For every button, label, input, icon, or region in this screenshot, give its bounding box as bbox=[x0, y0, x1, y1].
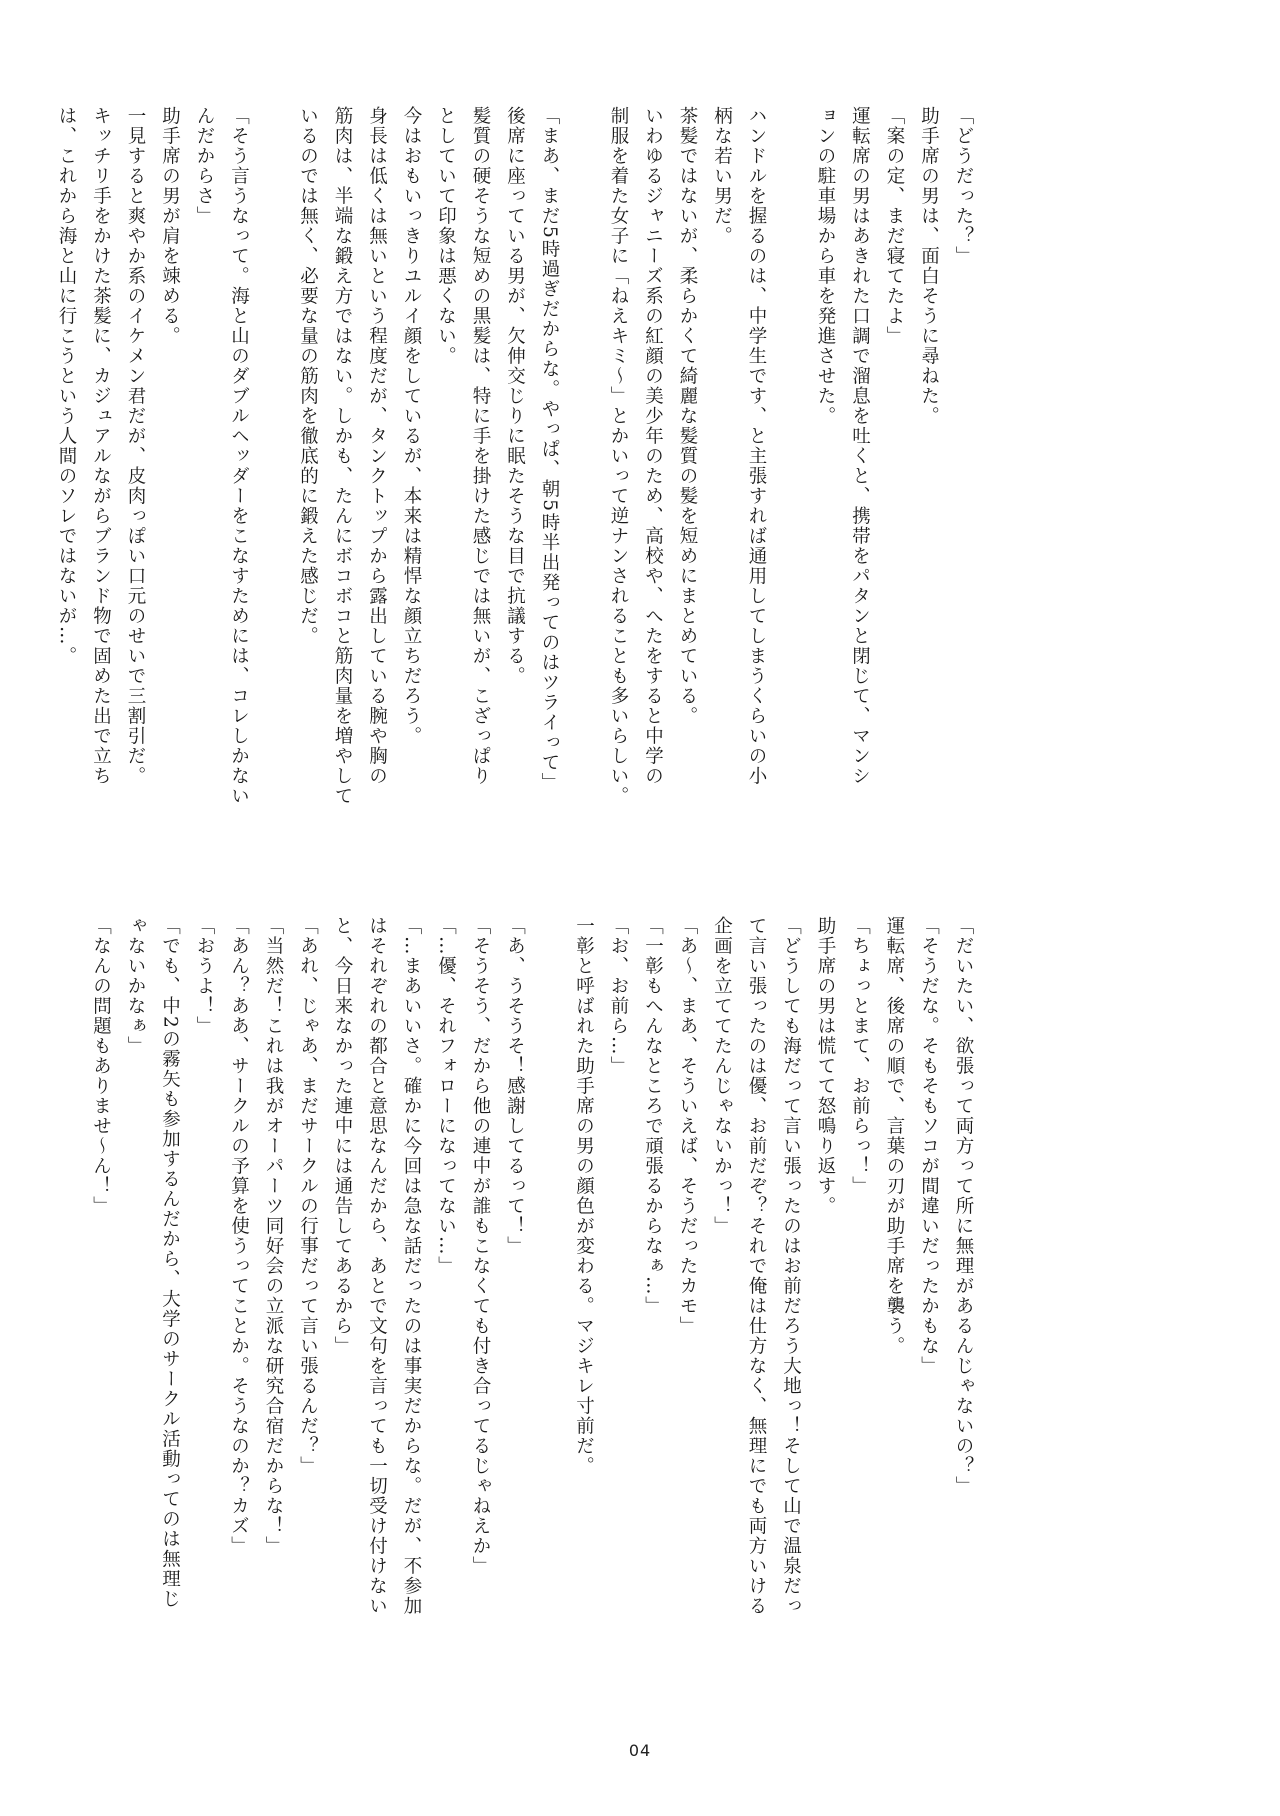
text-line: ハンドルを握るのは、中学生です、と主張すれば通用してしまうくらいの小 bbox=[746, 106, 767, 786]
text-line: 「だいたい、欲張って両方って所に無理があるんじゃないの？」 bbox=[953, 916, 974, 1496]
text-line: 助手席の男は慌てて怒鳴り返す。 bbox=[815, 916, 836, 1216]
text-line: 一見すると爽やか系のイケメン君だが、皮肉っぽい口元のせいで三割引だ。 bbox=[125, 106, 146, 786]
text-line: 「そう言うなって。海と山のダブルヘッダーをこなすためには、コレしかない bbox=[228, 106, 250, 806]
text-line: 「お、お前ら…」 bbox=[608, 916, 629, 1076]
text-line: はそれぞれの都合と意思なんだから、あとで文句を言っても一切受け付けない bbox=[366, 916, 388, 1616]
text-line: 後席に座っている男が、欠伸交じりに眠たそうな目で抗議する。 bbox=[504, 106, 526, 686]
text-line: 筋肉は、半端な鍛え方ではない。しかも、たんにボコボコと筋肉量を増やして bbox=[332, 106, 353, 806]
text-line: 髪質の硬そうな短めの黒髪は、特に手を掛けた感じでは無いが、こざっぱり bbox=[470, 106, 491, 786]
text-line: 「あ～、まあ、そういえば、そうだったカモ」 bbox=[677, 916, 698, 1336]
text-line: 「あん？ああ、サークルの予算を使うってことか。そうなのか？カズ」 bbox=[228, 916, 250, 1556]
text-line bbox=[532, 916, 567, 1686]
text-line: いるのでは無く、必要な量の筋肉を徹底的に鍛えた感じだ。 bbox=[297, 106, 319, 646]
text-line: 「一彰もへんなところで頑張るからなぁ…」 bbox=[642, 916, 664, 1316]
text-line: 「でも、中2の霧矢も参加するんだから、大学のサークル活動ってのは無理じ bbox=[159, 916, 181, 1610]
text-line: キッチリ手をかけた茶髪に、カジュアルながらブランド物で固めた出で立ち bbox=[90, 106, 112, 786]
text-line bbox=[256, 106, 291, 876]
text-line: 「案の定、まだ寝てたよ」 bbox=[884, 106, 905, 346]
text-line: 「まあ、まだ5時過ぎだからな。やっぱ、朝5時半出発ってのはツライって」 bbox=[539, 106, 560, 793]
text-line: 「…まあいいさ。確かに今回は急な話だったのは事実だからな。だが、不参加 bbox=[401, 916, 422, 1616]
text-line: 運転席の男はあきれた口調で溜息を吐くと、携帯をパタンと閉じて、マンシ bbox=[849, 106, 871, 786]
text-line: 「あれ、じゃあ、まだサークルの行事だって言い張るんだ？」 bbox=[297, 916, 319, 1476]
text-line: 「当然だ！これは我がオーパーツ同好会の立派な研究合宿だからな！」 bbox=[263, 916, 284, 1556]
text-line: 「どうだった？」 bbox=[953, 106, 974, 266]
text-line: 運転席、後席の順で、言葉の刃が助手席を襲う。 bbox=[884, 916, 905, 1356]
page-number: 04 bbox=[628, 1741, 652, 1760]
text-line bbox=[566, 106, 601, 876]
text-line: 助手席の男は、面白そうに尋ねた。 bbox=[918, 106, 940, 426]
text-line: ゃないかなぁ」 bbox=[125, 916, 146, 1056]
text-line: 今はおもいっきりユルイ顔をしているが、本来は精悍な顔立ちだろう。 bbox=[401, 106, 422, 746]
text-line: んだからさ」 bbox=[194, 106, 215, 226]
text-line: 「そうそう、だから他の連中が誰もこなくても付き合ってるじゃねえか」 bbox=[470, 916, 491, 1576]
text-line: いわゆるジャニーズ系の紅顔の美少年のため、高校や、へたをすると中学の bbox=[642, 106, 664, 786]
text-line bbox=[773, 106, 808, 876]
text-line: 企画を立ててたんじゃないかっ！」 bbox=[711, 916, 733, 1236]
text-line: 制服を着た女子に「ねえキミ～」とかいって逆ナンされることも多いらしい。 bbox=[608, 106, 629, 806]
text-line: 身長は低くは無いという程度だが、タンクトップから露出している腕や胸の bbox=[366, 106, 388, 786]
text-line: 「ちょっとまて、お前らっ！」 bbox=[849, 916, 871, 1196]
text-line: 茶髪ではないが、柔らかくて綺麗な髪質の髪を短めにまとめている。 bbox=[677, 106, 698, 726]
text-line: としていて印象は悪くない。 bbox=[435, 106, 457, 366]
text-line: 「なんの問題もありませ～ん！」 bbox=[90, 916, 112, 1216]
text-line: 「おうよ！」 bbox=[194, 916, 215, 1036]
text-line: ョンの駐車場から車を発進させた。 bbox=[815, 106, 836, 426]
text-line: 「あ、うそうそ！感謝してるって！」 bbox=[504, 916, 526, 1256]
text-line: て言い張ったのは優、お前だぞ？それで俺は仕方なく、無理にでも両方いける bbox=[746, 916, 767, 1616]
text-line: と、今日来なかった連中には通告してあるから」 bbox=[332, 916, 353, 1356]
text-block-top bbox=[49, 106, 981, 876]
text-line: 「そうだな。そもそもソコが間違いだったかもな」 bbox=[918, 916, 940, 1376]
text-line: 「…優、それフォローになってない…」 bbox=[435, 916, 457, 1276]
text-line: 助手席の男が肩を竦める。 bbox=[159, 106, 181, 346]
text-line: 一彰と呼ばれた助手席の男の顔色が変わる。マジキレ寸前だ。 bbox=[573, 916, 595, 1476]
text-line: 柄な若い男だ。 bbox=[711, 106, 733, 246]
text-line: 「どうしても海だって言い張ったのはお前だろう大地っ！そして山で温泉だっ bbox=[780, 916, 802, 1616]
text-block-bottom bbox=[83, 916, 980, 1686]
text-line: は、これから海と山に行こうという人間のソレではないが…。 bbox=[56, 106, 77, 666]
